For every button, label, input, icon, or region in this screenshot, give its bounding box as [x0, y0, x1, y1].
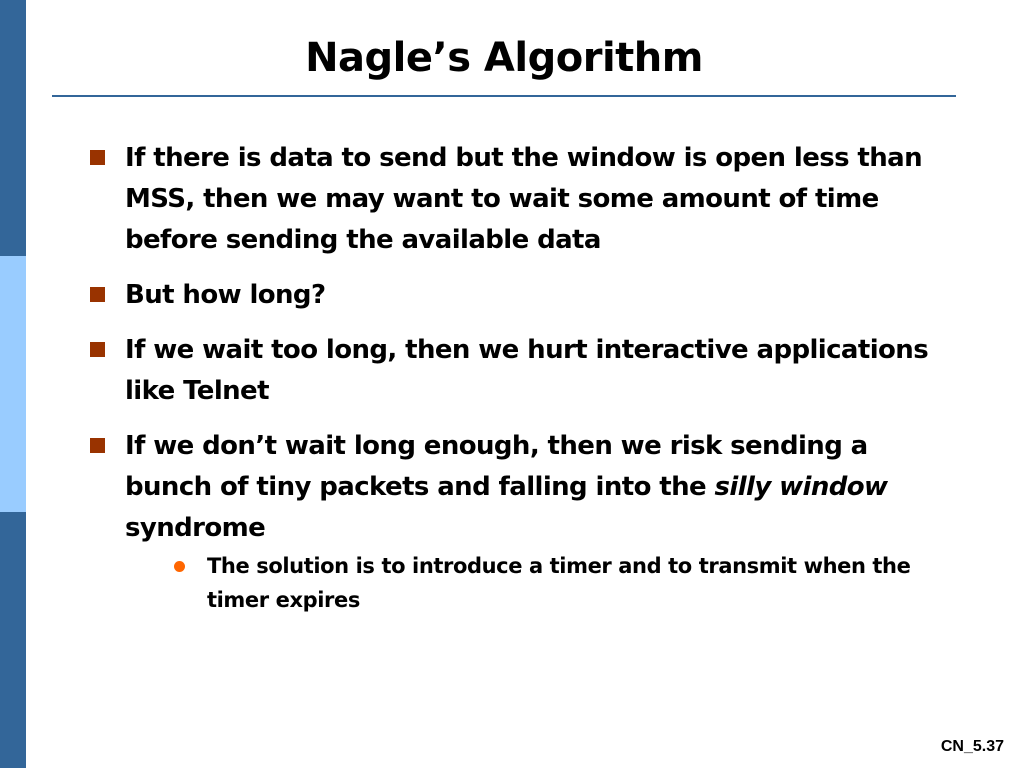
- sidebar-segment-bottom: [0, 512, 26, 768]
- slide-title: Nagle’s Algorithm: [305, 35, 703, 81]
- bullet-text: If we wait too long, then we hurt interactive applications like Telnet: [125, 335, 929, 406]
- square-bullet-icon: [90, 150, 105, 165]
- bullet-text-before: If we don’t wait long enough, then we risk sending a bunch of tiny packets and falling into the: [125, 431, 868, 502]
- round-bullet-icon: [174, 561, 185, 572]
- bullet-item: [88, 275, 958, 316]
- bullet-item: [88, 426, 958, 617]
- square-bullet-icon: [90, 438, 105, 453]
- slide-number: CN_5.37: [940, 738, 1004, 755]
- square-bullet-icon: [90, 342, 105, 357]
- sub-bullet-item: [170, 549, 958, 617]
- bullet-item: [88, 138, 958, 261]
- sidebar-segment-middle: [0, 256, 26, 512]
- bullet-list: [88, 138, 958, 631]
- left-sidebar: [0, 0, 26, 768]
- bullet-text: But how long?: [125, 280, 326, 310]
- bullet-text-italic: silly window: [714, 472, 888, 502]
- square-bullet-icon: [90, 287, 105, 302]
- sub-bullet-text: The solution is to introduce a timer and to transmit when the timer expires: [207, 554, 911, 612]
- bullet-item: [88, 330, 958, 412]
- bullet-text: If there is data to send but the window is open less than MSS, then we may want to wait some amount of time before sending the available data: [125, 143, 923, 255]
- title-underline: [52, 95, 956, 97]
- bullet-text-after: syndrome: [125, 513, 266, 543]
- sidebar-segment-top: [0, 0, 26, 256]
